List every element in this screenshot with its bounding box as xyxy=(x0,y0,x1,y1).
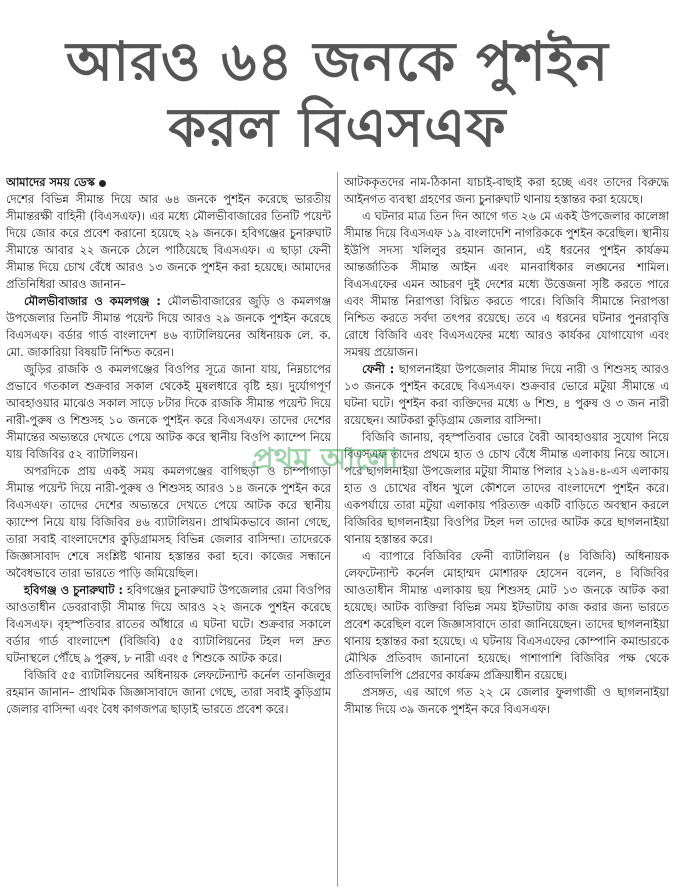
byline: আমাদের সময় ডেস্ক xyxy=(6,176,95,189)
paragraph xyxy=(6,582,331,667)
headline-line-1: আরও ৬৪ জনকে পুশইন xyxy=(66,30,609,93)
paragraph xyxy=(6,293,331,361)
bullet-icon xyxy=(99,180,106,187)
paragraph: এ ঘটনার মাত্র তিন দিন আগে গত ২৬ মে একই উপজেলার কালেঙ্গা সীমান্ত দিয়ে বিএসএফ ১৯ বাংলাদেশি নাগরিককে পুশইন করেছিল। স্থানীয় ইউপি সদস্য খলিলুর রহমান জানান, এই ধরনের পুশইন কার্যক্রম আন্তর্জাতিক সীমান্ত আইন এবং মানবাধিকার লঙ্ঘনের শামিল। বিএসএফের এমন আচরণ দুই দেশের মধ্যে উত্তেজনা সৃষ্টি করতে পারে এবং সীমান্ত নিরাপত্তা বিঘ্নিত করতে পারে। বিজিবি সীমান্তে নিরাপত্তা নিশ্চিত করতে সর্বদা তৎপর রয়েছে। তবে এ ধরনের ঘটনার পুনরাবৃত্তি রোধে বিজিবি এবং বিএসএফের মধ্যে আরও কার্যকর যোগাযোগ এবং সমন্বয় প্রয়োজন। xyxy=(344,210,669,359)
paragraph: বিজিবি জানায়, বৃহস্পতিবার ভোরে বৈরী আবহাওয়ার সুযোগ নিয়ে বিএসএফ তাদের প্রথমে হাত ও চোখ বেঁধে সীমান্ত এলাকায় নিয়ে আসে। পরে ছাগলনাইয়া উপজেলার মটুয়া সীমান্ত পিলার ২১৯৪-৪-এস এলাকায় হাত ও চোখের বাঁধন খুলে কৌশলে তাদের বাংলাদেশে পুশইন করে। একপর্যায়ে তারা মটুয়া এলাকায় পরিত্যক্ত একটি বাড়িতে অবস্থান করলে বিজিবির ছাগলনাইয়া বিওপির টহল দল তাদের আটক করে ছাগলনাইয়া থানায় হস্তান্তর করে। xyxy=(344,431,669,546)
paragraph xyxy=(344,361,669,429)
subheading: ফেনী : xyxy=(362,363,395,376)
paragraph: এ ব্যাপারে বিজিবির ফেনী ব্যাটালিয়ন (৪ বিজিবি) অধিনায়ক লেফটেন্যান্ট কর্নেল মোহাম্মদ মোশারফ হোসেন বলেন, ৪ বিজিবির আওতাধীন সীমান্ত এলাকায় ছয় শিশুসহ মোট ১৩ জনকে আটক করা হয়েছে। আটক ব্যক্তিরা বিভিন্ন সময় ইটভাটায় কাজ করার জন্য ভারতে প্রবেশ করেছিল বলে জিজ্ঞাসাবাদে তারা জানিয়েছেন। তাদের ছাগলনাইয়া থানায় হস্তান্তর করা হয়েছে। এ ঘটনায় বিএসএফের কোম্পানি কমান্ডারকে মৌখিক প্রতিবাদ জানানো হয়েছে। পাশাপাশি বিজিবির পক্ষ থেকে প্রতিবাদলিপি প্রেরণের কার্যক্রম প্রক্রিয়াধীন রয়েছে। xyxy=(344,550,669,682)
paragraph: অপরদিকে প্রায় একই সময় কমলগঞ্জের বাগিছড়া ও চাম্পাগাড়া সীমান্ত পয়েন্ট দিয়ে নারী-পুরুষ ও শিশুসহ আরও ১৪ জনকে পুশইন করে বিএসএফ। তাদের দেশের অভ্যন্তরে দেখতে পেয়ে আটক করে স্থানীয় ক্যাম্পে নিয়ে যায় বিজিবির ৪৬ ব্যাটালিয়ন। প্রাথমিকভাবে জানা গেছে, তারা সবাই বাংলাদেশের কুড়িগ্রামসহ বিভিন্ন জেলার বাসিন্দা। তাদেরকে জিজ্ঞাসাবাদ শেষে সংশ্লিষ্ট থানায় হস্তান্তর করা হবে। কাজের সন্ধানে অবৈধভাবে তারা ভারতে পাড়ি জমিয়েছিল। xyxy=(6,465,331,580)
subheading: মৌলভীবাজার ও কমলগঞ্জ : xyxy=(24,295,161,308)
headline xyxy=(0,0,675,170)
watermark: প্রথম আলো xyxy=(251,441,399,477)
right-column xyxy=(344,174,669,888)
paragraph: বিজিবি ৫৫ ব্যাটালিয়নের অধিনায়ক লেফটেন্যান্ট কর্নেল তানজিলুর রহমান জানান– প্রাথমিক জিজ্ঞাসাবাদে জানা গেছে, তারা সবাই কুড়িগ্রাম জেলার বাসিন্দা এবং বৈধ কাগজপত্র ছাড়াই ভারতে প্রবেশ করে। xyxy=(6,669,331,716)
byline-paragraph xyxy=(6,174,331,191)
headline-line-2: করল বিএসএফ xyxy=(168,96,507,159)
subheading: হবিগঞ্জ ও চুনারুঘাট : xyxy=(24,584,124,597)
paragraph: জুড়ির রাজকি ও কমলগঞ্জের বিওপির সূত্রে জানা যায়, নিম্নচাপের প্রভাবে গতকাল শুক্রবার সকাল থেকেই মুষলধারে বৃষ্টি হয়। দুর্যোগপূর্ণ আবহাওয়ার মাঝেও সকাল সাড়ে ৮টার দিকে রাজকি সীমান্ত পয়েন্ট দিয়ে নারী-পুরুষ ও শিশুসহ ১০ জনকে পুশইন করে বিএসএফ। তাদের দেশের সীমান্তের অভ্যন্তরে দেখতে পেয়ে আটক করে স্থানীয় বিওপি ক্যাম্পে নিয়ে যায় বিজিবির ৫২ ব্যাটালিয়ন। xyxy=(6,363,331,461)
paragraph: আটককৃতদের নাম-ঠিকানা যাচাই-বাছাই করা হচ্ছে এবং তাদের বিরুদ্ধে আইনগত ব্যবস্থা গ্রহণের জন্য চুনারুঘাট থানায় হস্তান্তর করা হয়েছে। xyxy=(344,176,669,206)
paragraph: প্রসঙ্গত, এর আগে গত ২২ মে জেলার ফুলগাজী ও ছাগলনাইয়া সীমান্ত দিয়ে ৩৯ জনকে পুশইন করে বিএসএফ। xyxy=(344,686,669,716)
left-column xyxy=(6,174,331,888)
paragraph: দেশের বিভিন্ন সীমান্ত দিয়ে আর ৬৪ জনকে পুশইন করেছে ভারতীয় সীমান্তরক্ষী বাহিনী (বিএসএফ)। এর মধ্যে মৌলভীবাজারের তিনটি পয়েন্ট দিয়ে জোর করে প্রবেশ করানো হয়েছে ২৯ জনকে। হবিগঞ্জের চুনারুঘাট সীমান্তে আবার ২২ জনকে ঠেলে পাঠিয়েছে বিএসএফ। এ ছাড়া ফেনী সীমান্ত দিয়ে চোখ বেঁধে আরও ১৩ জনকে পুশইন করা হয়েছে। আমাদের প্রতিনিধিরা আরও জানান– xyxy=(6,193,331,291)
paragraph-text: মৌলভীবাজারের জুড়ি ও কমলগঞ্জ উপজেলার তিনটি সীমান্ত পয়েন্ট দিয়ে আরও ২৯ জনকে পুশইন করেছে বিএসএফ। বর্ডার গার্ড বাংলাদেশ ৪৬ ব্যাটালিয়নের অধিনায়ক লে. ক. মো. জাকারিয়া বিষয়টি নিশ্চিত করেন। xyxy=(6,295,331,359)
column-divider xyxy=(337,172,338,887)
paragraph-text: ছাগলনাইয়া উপজেলার সীমান্ত দিয়ে নারী ও শিশুসহ আরও ১৩ জনকে পুশইন করেছে বিএসএফ। শুক্রবার ভোরে মটুয়া সীমান্তে এ ঘটনা ঘটে। পুশইন করা ব্যক্তিদের মধ্যে ৬ শিশু, ৪ পুরুষ ও ৩ জন নারী রয়েছেন। আটকরা কুড়িগ্রাম জেলার বাসিন্দা। xyxy=(344,363,669,427)
paragraph-text: হবিগঞ্জের চুনারুঘাট উপজেলার রেমা বিওপির আওতাধীন ডেবরাবাড়ী সীমান্ত দিয়ে আরও ২২ জনকে পুশইন করেছে বিএসএফ। বৃহস্পতিবার রাতের আঁধারে এ ঘটনা ঘটে। শুক্রবার সকালে বর্ডার গার্ড বাংলাদেশ (বিজিবি) ৫৫ ব্যাটালিয়নের টহল দল দ্রুত ঘটনাস্থলে পৌঁছে ৯ পুরুষ, ৮ নারী এবং ৫ শিশুকে আটক করে। xyxy=(6,584,331,665)
